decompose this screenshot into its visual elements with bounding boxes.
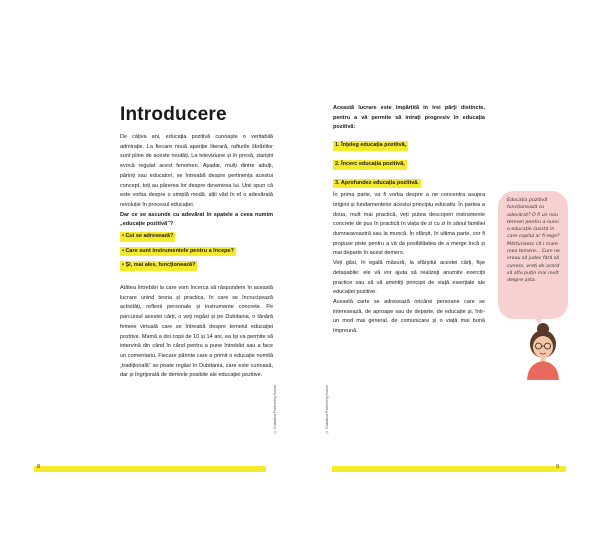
footer-bar (34, 466, 266, 472)
part-item-1: 1. Înțeleg educația pozitivă, (333, 141, 408, 151)
question-item-2: • Care sunt instrumentele pentru a începe? (120, 247, 236, 257)
audience-paragraph: Această carte se adresează oricărei persoane care se interesează, de aproape sau de departe, de educație și, într-un mod mai general, de comunicare și o viață mai bună împreună. (333, 298, 485, 335)
part-item-3: 3. Aprofundez educația pozitivă. (333, 179, 421, 189)
neck (541, 357, 546, 361)
question-paragraph: Dar ce se ascunde cu adevărat în spatele a ceea numim „educație pozitivă”? (120, 211, 273, 228)
sheets-paragraph: Veți găsi, în egală măsură, la sfârșitul acestei cărți, fișe detașabile: ele vă vor ajuta să realizați anumite exerciții practice sau să vă amintiți principii de viață esențiale ale educației pozitive. (333, 260, 485, 296)
page-number-right: 9 (556, 464, 560, 470)
page-number: 8 (37, 464, 41, 470)
publisher-credit-right: © Didactica Publishing House (325, 385, 329, 434)
parts-paragraph: În prima parte, va fi vorba despre a ne concentra asupra originii și fundamentelor acestui principiu educativ. În partea a doua, mult mai practică, veți putea descoperi instrumente concrete de pus în practică în viața de zi cu zi în sânul familiei dumneavoastră sau la muncă. În sfârșit, în ultima parte, vor fi propuse piste pentru a vă da posibilitatea de a merge încă și mai departe în acest demers. (333, 192, 485, 257)
intro-paragraph: De câțiva ani, educația pozitivă cunoaște o veritabilă admirație. La fiecare nouă apariție literară, rafturile librăriilor sunt pline de aceste noutăți. La televiziune și în presă, ziariștii evocă regulat acest fenomen. Așadar, mulți dintre adulți, părinți sau educatori, se întreabă despre pertinența acestui concept, toți au părerea lor despre devenirea lui. Unii spun că este vorba despre o simplă modă, alții văd în el o adevărată revoluție în procesul educației. (120, 134, 273, 208)
dubitania-paragraph: Atâtea întrebări la care vom încerca să răspundem în această lucrare unind teoria și practica, în care se încrucișează activități, reflexii personale și instrumente concrete. Pe parcursul acestei cărți, o veți regăsi și pe Dubitania, o tânără femeie virtuală care se întreabă despre temeiul educației pozitive. Mamă a doi copii de 10 și 14 ani, ea își va permite să intervină din când în când pentru a pune întrebări sau a face un comentariu. Fiecare părinte care a primit o educație numită „tradițională” se poate regăsi în Dubitania, care este curioasă, dar și îngrijorată de derivele posibile ale educației pozitive. (120, 285, 273, 379)
right-text (333, 104, 485, 337)
footer-bar-right (332, 466, 566, 472)
structure-intro: Această lucrare este împărțită în trei părți distincte, pentru a vă permite să intrați progresiv în educația pozitivă: (333, 105, 485, 131)
question-item-3: • Și, mai ales, funcționează? (120, 261, 197, 271)
question-item-1: • Cui se adresează? (120, 232, 175, 242)
page-title: Introducere (120, 104, 227, 125)
dubitania-illustration (515, 320, 565, 380)
publisher-credit: © Didactica Publishing House (273, 385, 277, 434)
part-item-2: 2. Încerc educația pozitivă, (333, 160, 407, 170)
shirt (527, 361, 559, 380)
left-text-top (120, 133, 273, 274)
left-text-bottom (120, 284, 273, 381)
speech-bubble-text: Educația pozitivă funcționează cu adevărat? O fi un nou termen pentru a numi o educație laxistă în care copilul ar fi rege? Mărturisesc că-i mare mea temere... Cum ne vreau să judec fără să cunosc, vreți de acord să aflu puțin mai mult despre asta. (507, 198, 560, 284)
